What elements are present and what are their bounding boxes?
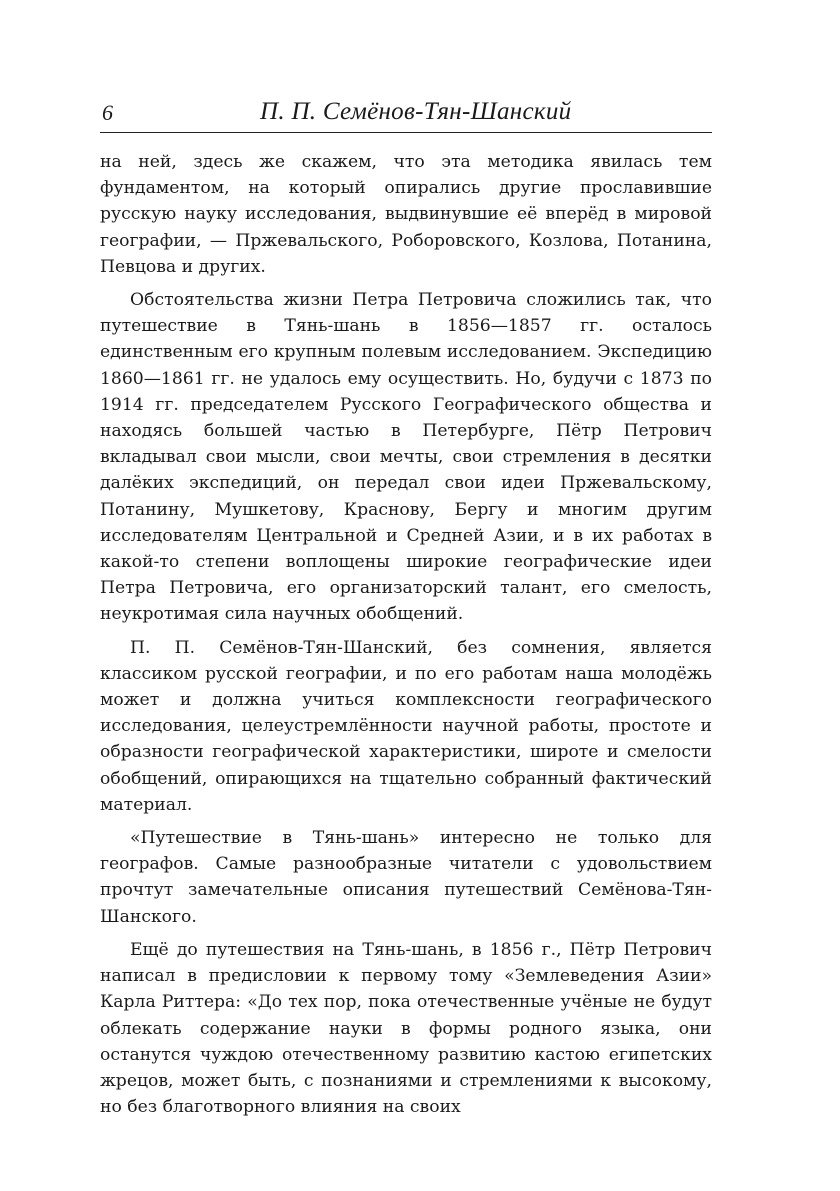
paragraph-1: на ней, здесь же скажем, что эта методика явилась тем фундаментом, на который опирались другие прославившие русскую науку исследования, выдвинувшие её вперёд в мировой географии, — Пржевальского, Роборовского, Козлова, Потанина, Певцова и других. xyxy=(100,152,712,277)
book-page xyxy=(100,92,712,1127)
page-header xyxy=(100,92,712,133)
paragraph-4: «Путешествие в Тянь-шань» интересно не только для географов. Самые разнообразные читатели с удовольствием прочтут замечательные описания путешествий Семёнова-Тян-Шанского. xyxy=(100,828,712,927)
paragraph-3: П. П. Семёнов-Тян-Шанский, без сомнения, является классиком русской географии, и по его работам наша молодёжь может и должна учиться комплексности географического исследования, целеустремлённости научной работы, простоте и образности географической характеристики, широте и смелости обобщений, опирающихся на тщательно собранный фактический материал. xyxy=(100,637,712,815)
paragraph-5: Ещё до путешествия на Тянь-шань, в 1856 г., Пётр Петрович написал в предисловии к первому тому «Землеведения Азии» Карла Риттера: «До тех пор, пока отечественные учёные не будут облекать содержание науки в формы родного языка, они останутся чуждою отечественному развитию кастою египетских жрецов, может быть, с познаниями и стремлениями к высокому, но без благотворного влияния на своих xyxy=(100,939,712,1118)
page-number: 6 xyxy=(102,100,113,125)
paragraph-2: Обстоятельства жизни Петра Петровича сложились так, что путешествие в Тянь-шань в 1856—1857 гг. осталось единственным его крупным полевым исследованием. Экспедицию 1860—1861 гг. не удалось ему осуществить. Но, будучи с 1873 по 1914 гг. председателем Русского Географического общества и находясь большей частью в Петербурге, Пётр Петрович вкладывал свои мысли, свои мечты, свои стремления в десятки далёких экспедиций, он передал свои идеи Пржевальскому, Потанину, Мушкетову, Краснову, Бергу и многим другим исследователям Центральной и Средней Азии, и в их работах в какой-то степени воплощены широкие географические идеи Петра Петровича, его организаторский талант, его смелость, неукротимая сила научных обобщений. xyxy=(100,290,712,625)
running-title: П. П. Семёнов-Тян-Шанский xyxy=(260,98,572,125)
body-text xyxy=(100,149,712,1120)
